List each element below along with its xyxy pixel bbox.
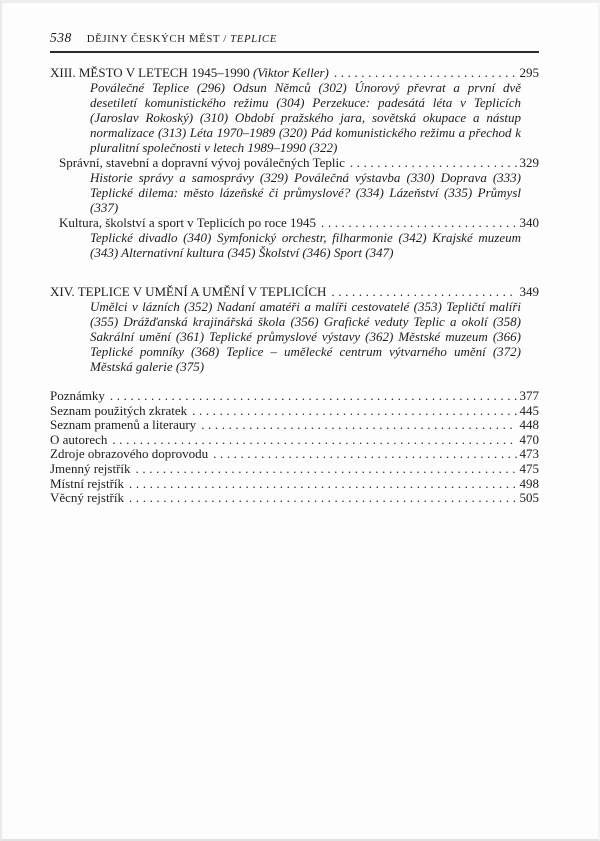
dot-leader — [112, 433, 516, 448]
chapter-14-label — [50, 284, 326, 299]
dot-leader — [129, 477, 516, 492]
running-head-title — [87, 33, 277, 45]
volume-title: TEPLICE — [230, 33, 277, 45]
toc-entry-sources — [50, 418, 539, 433]
chapter-14-page-number: 349 — [519, 284, 539, 299]
backmatter-title: Zdroje obrazového doprovodu — [50, 446, 209, 462]
section-culture-page-number: 340 — [519, 215, 539, 230]
page-folio: 538 — [50, 30, 72, 45]
chapter-group-13 — [50, 65, 539, 260]
backmatter-page-number: 470 — [519, 431, 539, 447]
section-admin-summary: Historie správy a samosprávy (329) Poválečná výstavba (330) Doprava (333) Teplické dilema: město lázeňské či průmyslové? (334) Lázeňství (335) Průmysl (337) — [90, 170, 521, 215]
backmatter-list — [50, 389, 539, 506]
chapter-14-summary: Umělci v lázních (352) Nadaní amatéři a malíři cestovatelé (353) Tepličtí malíři (355) Drážďanská krajinářská škola (356) Grafické veduty Teplic a okolí (358) Sakrální umění (361) Teplické průmyslové výstavy (362) Městské muzeum (366) Teplické pomníky (368) Teplice – umělecké centrum výtvarného umění (372) Městská galerie (375) — [90, 299, 521, 374]
dot-leader — [213, 447, 516, 462]
toc-entry-section-culture — [59, 215, 539, 230]
backmatter-page-number: 377 — [519, 388, 539, 403]
backmatter-title: Seznam použitých zkratek — [50, 402, 188, 418]
toc-entry-place-index — [50, 477, 539, 492]
backmatter-title: Místní rejstřík — [50, 475, 125, 491]
toc-entry-name-index — [50, 462, 539, 477]
chapter-13-summary: Poválečné Teplice (296) Odsun Němců (302) Únorový převrat a první dvě desetiletí komunistického režimu (304) Perzekuce: padesátá léta v Teplicích (Jaroslav Rokoský) (310) Období pražského jara, sovětská okupace a nástup normalizace (313) Léta 1970–1989 (320) Pád komunistického režimu a přechod k pluralitní společnosti v letech 1989–1990 (322) — [90, 80, 521, 155]
toc-entry-chapter-14 — [50, 284, 539, 299]
dot-leader — [136, 462, 517, 477]
page-content — [2, 3, 598, 506]
toc-entry-subject-index — [50, 491, 539, 506]
backmatter-title: O autorech — [50, 431, 108, 447]
dot-leader — [331, 284, 516, 299]
chapter-13-author: (Viktor Keller) — [252, 65, 329, 80]
toc-entry-abbreviations — [50, 404, 539, 419]
table-of-contents — [50, 65, 539, 506]
backmatter-title: Seznam pramenů a literaury — [50, 417, 197, 433]
chapter-14-title: XIV. TEPLICE V UMĚNÍ A UMĚNÍ V TEPLICÍCH — [50, 284, 327, 299]
section-admin-title: Správní, stavební a dopravní vývoj poválečných Teplic — [59, 155, 345, 170]
series-title: DĚJINY ČESKÝCH MĚST / — [86, 33, 227, 45]
dot-leader — [350, 155, 517, 170]
section-culture-title: Kultura, školství a sport v Teplicích po roce 1945 — [59, 215, 316, 230]
toc-entry-chapter-13 — [50, 65, 539, 80]
backmatter-page-number: 498 — [519, 475, 539, 491]
toc-entry-image-credits — [50, 447, 539, 462]
chapter-13-page-number: 295 — [519, 65, 539, 80]
backmatter-title: Poznámky — [50, 388, 105, 403]
dot-leader — [334, 65, 517, 80]
backmatter-title: Věcný rejstřík — [50, 490, 125, 506]
dot-leader — [110, 389, 517, 404]
backmatter-page-number: 448 — [519, 417, 539, 433]
section-admin-page-number: 329 — [519, 155, 539, 170]
running-header — [50, 30, 539, 53]
backmatter-page-number: 445 — [519, 402, 539, 418]
section-culture-summary: Teplické divadlo (340) Symfonický orchestr, filharmonie (342) Krajské muzeum (343) Alternativní kultura (345) Školství (346) Sport (347) — [90, 230, 521, 260]
chapter-group-14 — [50, 284, 539, 374]
backmatter-page-number: 475 — [519, 460, 539, 476]
dot-leader — [201, 418, 516, 433]
backmatter-page-number: 505 — [519, 490, 539, 506]
chapter-13-label — [50, 65, 329, 80]
toc-entry-about-authors — [50, 433, 539, 448]
dot-leader — [192, 404, 516, 419]
backmatter-title: Jmenný rejstřík — [50, 460, 131, 476]
dot-leader — [129, 491, 516, 506]
toc-entry-notes — [50, 389, 539, 404]
dot-leader — [321, 215, 517, 230]
toc-entry-section-admin — [59, 155, 539, 170]
backmatter-page-number: 473 — [519, 446, 539, 462]
chapter-13-title: XIII. MĚSTO V LETECH 1945–1990 — [50, 65, 250, 80]
